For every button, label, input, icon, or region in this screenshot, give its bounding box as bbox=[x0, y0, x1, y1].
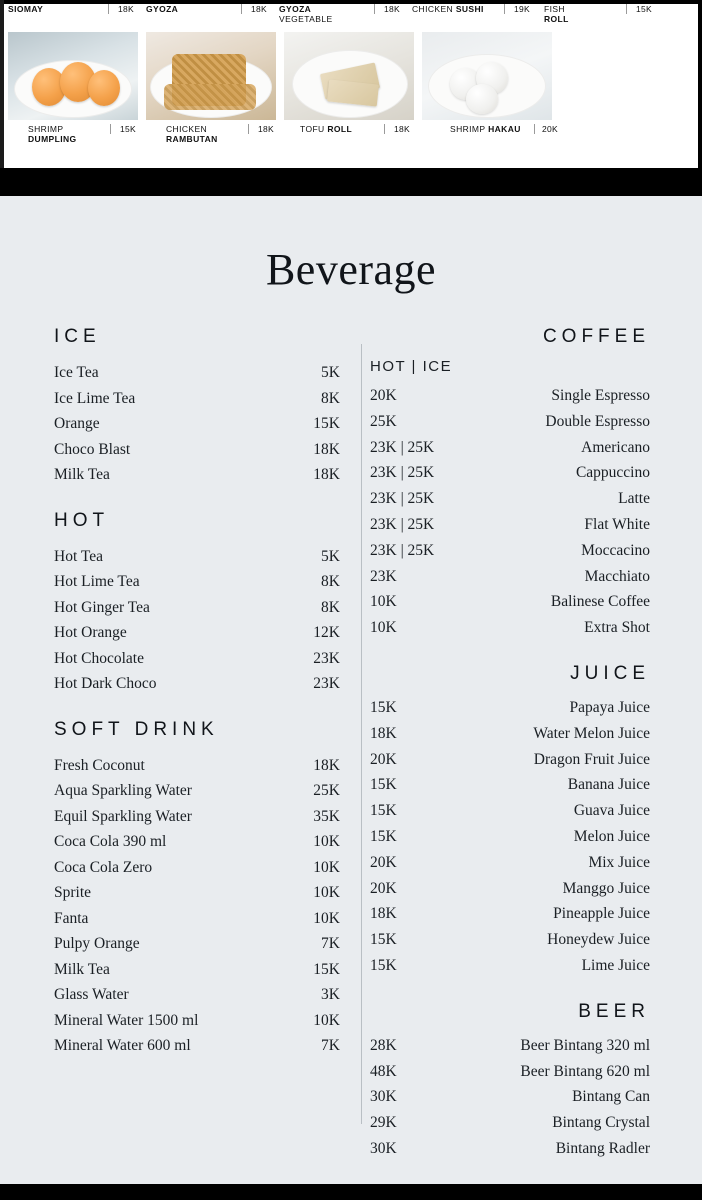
section-heading: HOT bbox=[54, 509, 110, 531]
item-name: Macchiato bbox=[584, 567, 650, 585]
item-name: Single Espresso bbox=[551, 387, 650, 404]
dimsum-photo-shrimp-hakau bbox=[422, 32, 552, 120]
menu-columns bbox=[0, 326, 702, 1162]
dimsum-bottom-labels bbox=[0, 124, 702, 144]
section-heading: BEER bbox=[578, 1000, 650, 1022]
menu-row bbox=[370, 772, 650, 798]
menu-row bbox=[54, 880, 340, 906]
menu-row bbox=[54, 1008, 340, 1034]
menu-row bbox=[54, 569, 340, 595]
dimsum-price: 15K bbox=[120, 124, 137, 134]
item-name: Coca Cola Zero bbox=[54, 858, 153, 876]
section-divider-band bbox=[0, 168, 702, 196]
dimsum-label-bold: HAKAU bbox=[488, 124, 521, 134]
item-name: Melon Juice bbox=[573, 827, 650, 845]
item-name: Choco Blast bbox=[54, 440, 131, 458]
item-name: Pulpy Orange bbox=[54, 935, 140, 952]
dimsum-label: GYOZA bbox=[279, 4, 312, 14]
menu-row bbox=[54, 982, 340, 1008]
dimsum-label: GYOZA bbox=[146, 4, 179, 14]
item-name: Hot Chocolate bbox=[54, 649, 144, 667]
menu-row bbox=[370, 1033, 650, 1059]
dimsum-label: SHRIMP bbox=[450, 124, 489, 134]
dimsum-label: TOFU bbox=[300, 124, 328, 134]
item-name: Beer Bintang 620 ml bbox=[520, 1062, 650, 1080]
item-name: Dragon Fruit Juice bbox=[533, 750, 650, 768]
item-price: 8K bbox=[321, 598, 340, 616]
menu-row bbox=[54, 386, 340, 412]
item-name: Pineapple Juice bbox=[553, 905, 650, 923]
dimsum-price: 18K bbox=[258, 124, 275, 134]
dimsum-item-gyoza bbox=[138, 4, 271, 24]
item-name: Milk Tea bbox=[54, 466, 110, 483]
item-price: 35K bbox=[313, 807, 340, 825]
dimsum-item-tofu-roll bbox=[292, 124, 428, 144]
item-price: 20K bbox=[370, 750, 397, 768]
item-name: Coca Cola 390 ml bbox=[54, 833, 167, 850]
menu-row bbox=[370, 798, 650, 824]
menu-row bbox=[370, 850, 650, 876]
dimsum-price: 18K bbox=[384, 4, 401, 14]
item-price: 28K bbox=[370, 1036, 397, 1054]
item-price: 10K bbox=[313, 1011, 340, 1029]
menu-row bbox=[54, 595, 340, 621]
item-price: 29K bbox=[370, 1114, 397, 1132]
item-price: 12K bbox=[313, 624, 340, 641]
item-price: 15K bbox=[370, 698, 397, 716]
item-price: 10K bbox=[370, 593, 397, 611]
item-price: 15K bbox=[370, 802, 397, 820]
dimsum-item-chicken-sushi bbox=[404, 4, 536, 24]
menu-row bbox=[54, 855, 340, 881]
page-title: Beverage bbox=[265, 245, 437, 294]
dimsum-label: FISH bbox=[544, 4, 565, 14]
menu-row bbox=[370, 564, 650, 590]
section-soft-drink bbox=[54, 719, 340, 1059]
dimsum-label-bold: SUSHI bbox=[455, 4, 484, 14]
section-coffee bbox=[370, 326, 650, 641]
item-name: Cappuccino bbox=[575, 464, 650, 482]
item-name: Latte bbox=[618, 490, 650, 508]
dimsum-price: 18K bbox=[394, 124, 411, 134]
menu-row bbox=[54, 1033, 340, 1059]
item-price: 3K bbox=[321, 986, 340, 1003]
menu-row bbox=[54, 671, 340, 697]
item-name: Bintang Can bbox=[572, 1088, 650, 1106]
item-name: Moccacino bbox=[581, 541, 650, 559]
item-price: 30K bbox=[370, 1088, 397, 1106]
menu-row bbox=[54, 544, 340, 570]
menu-row bbox=[54, 646, 340, 672]
item-price: 15K bbox=[313, 415, 340, 432]
item-price: 15K bbox=[313, 960, 340, 978]
dimsum-item-gyoza-vegetable bbox=[271, 4, 404, 24]
item-name: Lime Juice bbox=[581, 956, 650, 974]
left-column bbox=[0, 326, 340, 1162]
item-price: 8K bbox=[321, 389, 340, 407]
item-price: 5K bbox=[321, 364, 340, 381]
menu-row bbox=[370, 721, 650, 747]
item-name: Orange bbox=[54, 415, 100, 432]
item-name: Banana Juice bbox=[567, 776, 650, 794]
item-price: 30K bbox=[370, 1139, 397, 1157]
menu-row bbox=[370, 589, 650, 615]
section-ice bbox=[54, 326, 340, 488]
item-price: 18K bbox=[313, 440, 340, 458]
item-name: Hot Dark Choco bbox=[54, 675, 157, 692]
item-price: 25K bbox=[313, 782, 340, 799]
section-heading: JUICE bbox=[570, 662, 650, 684]
item-price: 15K bbox=[370, 931, 397, 949]
item-name: Hot Ginger Tea bbox=[54, 598, 150, 616]
dimsum-label: SHRIMP bbox=[28, 124, 64, 134]
item-name: Mix Juice bbox=[588, 853, 650, 871]
menu-row bbox=[370, 383, 650, 409]
dimsum-item-fish-roll bbox=[536, 4, 666, 24]
dimsum-price: 18K bbox=[251, 4, 268, 14]
item-price: 18K bbox=[313, 466, 340, 483]
dimsum-price: 15K bbox=[636, 4, 653, 14]
item-name: Papaya Juice bbox=[569, 698, 650, 716]
right-edge bbox=[698, 0, 702, 168]
menu-row bbox=[54, 411, 340, 437]
item-name: Hot Tea bbox=[54, 547, 103, 565]
item-price: 18K bbox=[370, 724, 397, 742]
menu-row bbox=[54, 829, 340, 855]
menu-row bbox=[370, 435, 650, 461]
menu-row bbox=[54, 957, 340, 983]
item-price: 15K bbox=[370, 827, 397, 845]
section-beer bbox=[370, 1001, 650, 1162]
section-heading: COFFEE bbox=[542, 326, 650, 347]
menu-row bbox=[54, 906, 340, 932]
bottom-edge bbox=[0, 1184, 702, 1200]
menu-row bbox=[370, 695, 650, 721]
item-name: Manggo Juice bbox=[562, 879, 650, 897]
item-price: 15K bbox=[370, 956, 397, 974]
dimsum-sublabel: VEGETABLE bbox=[279, 14, 333, 24]
dimsum-price: 20K bbox=[542, 124, 559, 134]
menu-row bbox=[370, 824, 650, 850]
dimsum-label: CHICKEN bbox=[166, 124, 208, 134]
item-name: Beer Bintang 320 ml bbox=[520, 1036, 650, 1054]
section-hot bbox=[54, 510, 340, 697]
item-price: 23K | 25K bbox=[370, 464, 435, 482]
item-name: Honeydew Juice bbox=[547, 931, 650, 949]
coffee-hot-ice-label: HOT | ICE bbox=[370, 358, 453, 375]
item-name: Ice Lime Tea bbox=[54, 389, 136, 407]
item-name: Equil Sparkling Water bbox=[54, 807, 192, 825]
item-price: 20K bbox=[370, 387, 397, 404]
item-price: 23K bbox=[313, 649, 340, 667]
menu-row bbox=[370, 615, 650, 641]
dimsum-item-shrimp-hakau bbox=[442, 124, 582, 144]
dimsum-item-chicken-rambutan bbox=[158, 124, 292, 144]
dimsum-photo-tofu-roll bbox=[284, 32, 414, 120]
dimsum-label-bold: ROLL bbox=[327, 124, 353, 134]
menu-row bbox=[370, 876, 650, 902]
item-price: 23K | 25K bbox=[370, 515, 435, 533]
menu-row bbox=[370, 538, 650, 564]
item-name: Fanta bbox=[54, 909, 89, 927]
beverage-menu bbox=[0, 196, 702, 1184]
item-price: 18K bbox=[370, 905, 397, 923]
dimsum-label-bold: DUMPLING bbox=[28, 134, 77, 144]
menu-row bbox=[54, 620, 340, 646]
item-name: Aqua Sparkling Water bbox=[54, 782, 192, 799]
dimsum-label-bold: ROLL bbox=[544, 14, 569, 24]
item-name: Water Melon Juice bbox=[533, 724, 650, 742]
menu-row bbox=[54, 931, 340, 957]
item-price: 10K bbox=[313, 909, 340, 927]
top-edge bbox=[0, 0, 702, 4]
item-name: Extra Shot bbox=[584, 619, 650, 637]
item-name: Sprite bbox=[54, 884, 92, 901]
item-name: Glass Water bbox=[54, 986, 129, 1003]
item-price: 10K bbox=[370, 619, 397, 637]
item-price: 23K | 25K bbox=[370, 438, 435, 456]
dimsum-photo-shrimp-dumpling bbox=[8, 32, 138, 120]
item-name: Balinese Coffee bbox=[550, 593, 650, 611]
item-price: 23K | 25K bbox=[370, 490, 435, 508]
dimsum-photo-chicken-rambutan bbox=[146, 32, 276, 120]
menu-row bbox=[370, 409, 650, 435]
dimsum-label: CHICKEN bbox=[412, 4, 456, 14]
menu-row bbox=[370, 1084, 650, 1110]
menu-row bbox=[370, 747, 650, 773]
section-heading: SOFT DRINK bbox=[54, 718, 219, 740]
item-name: Flat White bbox=[584, 515, 650, 533]
menu-row bbox=[370, 460, 650, 486]
item-price: 23K | 25K bbox=[370, 541, 435, 559]
menu-row bbox=[370, 1136, 650, 1162]
menu-row bbox=[370, 512, 650, 538]
item-price: 15K bbox=[370, 776, 397, 794]
dimsum-strip bbox=[0, 0, 702, 168]
item-price: 23K bbox=[313, 675, 340, 692]
item-name: Hot Lime Tea bbox=[54, 573, 140, 590]
menu-row bbox=[54, 804, 340, 830]
item-price: 7K bbox=[321, 935, 340, 952]
dimsum-price: 19K bbox=[514, 4, 531, 14]
menu-row bbox=[370, 953, 650, 979]
menu-row bbox=[370, 486, 650, 512]
item-name: Ice Tea bbox=[54, 364, 99, 381]
item-price: 18K bbox=[313, 756, 340, 774]
item-price: 8K bbox=[321, 573, 340, 590]
dimsum-item-siomay bbox=[0, 4, 138, 24]
menu-row bbox=[54, 360, 340, 386]
menu-row bbox=[370, 927, 650, 953]
item-price: 5K bbox=[321, 547, 340, 565]
item-price: 48K bbox=[370, 1062, 397, 1080]
section-juice bbox=[370, 663, 650, 979]
item-name: Mineral Water 1500 ml bbox=[54, 1011, 199, 1029]
left-edge bbox=[0, 0, 4, 168]
dimsum-price: 18K bbox=[118, 4, 135, 14]
menu-row bbox=[54, 462, 340, 488]
dimsum-top-labels bbox=[0, 4, 702, 24]
item-price: 23K bbox=[370, 567, 397, 585]
item-price: 7K bbox=[321, 1037, 340, 1054]
item-price: 20K bbox=[370, 853, 397, 871]
menu-row bbox=[370, 901, 650, 927]
menu-row bbox=[54, 778, 340, 804]
menu-row bbox=[370, 1110, 650, 1136]
item-name: Guava Juice bbox=[573, 802, 650, 820]
item-name: Americano bbox=[581, 438, 650, 456]
item-price: 20K bbox=[370, 879, 397, 897]
menu-row bbox=[54, 437, 340, 463]
item-name: Double Espresso bbox=[545, 412, 650, 430]
dimsum-label-bold: RAMBUTAN bbox=[166, 134, 218, 144]
item-price: 25K bbox=[370, 412, 397, 430]
right-column bbox=[340, 326, 702, 1162]
item-name: Bintang Crystal bbox=[552, 1114, 650, 1132]
item-name: Bintang Radler bbox=[555, 1139, 650, 1157]
dimsum-thumbnails bbox=[0, 32, 702, 120]
menu-row bbox=[370, 1059, 650, 1085]
menu-row bbox=[54, 753, 340, 779]
item-name: Mineral Water 600 ml bbox=[54, 1037, 191, 1054]
item-price: 10K bbox=[313, 884, 340, 901]
item-name: Fresh Coconut bbox=[54, 756, 145, 774]
dimsum-label: SIOMAY bbox=[8, 4, 44, 14]
item-name: Hot Orange bbox=[54, 624, 127, 641]
dimsum-item-shrimp-dumpling bbox=[20, 124, 158, 144]
item-price: 10K bbox=[313, 833, 340, 850]
item-price: 10K bbox=[313, 858, 340, 876]
item-name: Milk Tea bbox=[54, 960, 110, 978]
section-heading: ICE bbox=[54, 326, 101, 347]
